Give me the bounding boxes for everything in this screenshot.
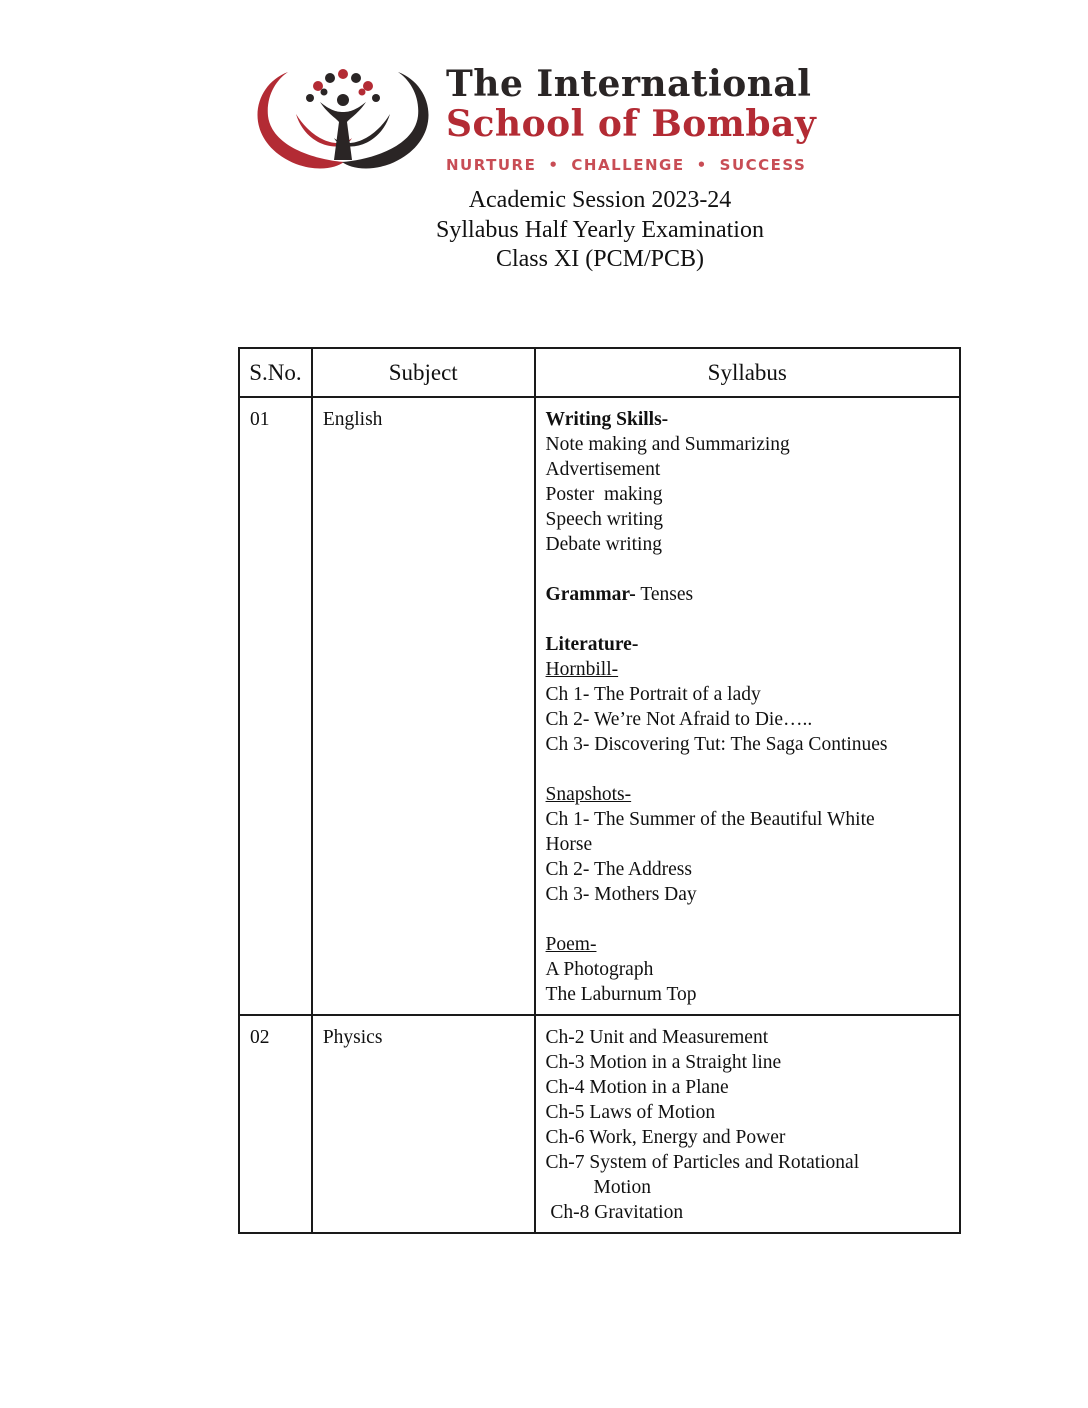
- syllabus-item: Ch-2 Unit and Measurement: [545, 1027, 769, 1048]
- subsection-label-hornbill: Hornbill-: [545, 659, 619, 680]
- cell-sno: 02: [239, 1015, 312, 1233]
- syllabus-item: Poster making: [545, 484, 663, 505]
- school-tagline: NURTURE • CHALLENGE • SUCCESS: [446, 156, 807, 174]
- document-heading: [0, 186, 1088, 275]
- cell-subject: Physics: [312, 1015, 535, 1233]
- section-label-grammar: Grammar-: [545, 584, 636, 605]
- spacer: [546, 757, 951, 782]
- school-logo: [248, 64, 864, 180]
- syllabus-item: Advertisement: [545, 459, 661, 480]
- class-label: Class XI (PCM/PCB): [495, 246, 705, 272]
- syllabus-item: A Photograph: [545, 959, 654, 980]
- header-syllabus: Syllabus: [535, 348, 960, 397]
- syllabus-item: Horse: [545, 834, 593, 855]
- header-subject: Subject: [312, 348, 535, 397]
- syllabus-item: Ch 2- The Address: [545, 859, 692, 880]
- syllabus-item: Debate writing: [545, 534, 662, 555]
- tagline-word: SUCCESS: [719, 156, 807, 174]
- tagline-word: NURTURE: [446, 156, 537, 174]
- academic-session: Academic Session 2023-24: [468, 187, 732, 213]
- section-label-writing-skills: Writing Skills-: [545, 409, 669, 430]
- school-name-line2: School of Bombay: [446, 103, 817, 145]
- syllabus-item: Ch 1- The Summer of the Beautiful White: [545, 809, 875, 830]
- syllabus-item: The Laburnum Top: [545, 984, 697, 1005]
- school-name-line1: The International: [446, 63, 812, 105]
- syllabus-item: Note making and Summarizing: [545, 434, 790, 455]
- spacer: [546, 557, 951, 582]
- spacer: [546, 907, 951, 932]
- subsection-label-snapshots: Snapshots-: [545, 784, 632, 805]
- table-header-row: [239, 348, 960, 397]
- syllabus-item: Ch-7 System of Particles and Rotational: [545, 1152, 860, 1173]
- syllabus-item: Ch 2- We’re Not Afraid to Die…..: [545, 709, 813, 730]
- grammar-line: [546, 582, 951, 607]
- syllabus-item: Ch-5 Laws of Motion: [545, 1102, 716, 1123]
- tagline-word: CHALLENGE: [571, 156, 685, 174]
- school-emblem-icon: [248, 64, 438, 180]
- table-row-physics: [239, 1015, 960, 1233]
- cell-syllabus-english: [535, 397, 960, 1015]
- exam-title: Syllabus Half Yearly Examination: [436, 216, 764, 243]
- header-sno: S.No.: [239, 348, 312, 397]
- syllabus-item: Motion: [593, 1177, 651, 1198]
- school-name: [446, 64, 816, 144]
- cell-subject: English: [312, 397, 535, 1015]
- syllabus-item: Ch-6 Work, Energy and Power: [545, 1127, 786, 1148]
- syllabus-item: Ch 1- The Portrait of a lady: [545, 684, 761, 705]
- syllabus-item: Ch 3- Discovering Tut: The Saga Continues: [545, 734, 888, 755]
- table-row-english: [239, 397, 960, 1015]
- syllabus-item: Speech writing: [545, 509, 664, 530]
- cell-syllabus-physics: [535, 1015, 960, 1233]
- syllabus-item: Ch 3- Mothers Day: [545, 884, 697, 905]
- syllabus-item: Ch-4 Motion in a Plane: [545, 1077, 729, 1098]
- syllabus-table: [238, 347, 961, 1234]
- grammar-value: Tenses: [635, 584, 694, 605]
- syllabus-item: Ch-3 Motion in a Straight line: [545, 1052, 782, 1073]
- section-label-literature: Literature-: [545, 634, 639, 655]
- cell-sno: 01: [239, 397, 312, 1015]
- syllabus-item: Ch-8 Gravitation: [545, 1202, 684, 1223]
- subsection-label-poem: Poem-: [545, 934, 597, 955]
- spacer: [546, 607, 951, 632]
